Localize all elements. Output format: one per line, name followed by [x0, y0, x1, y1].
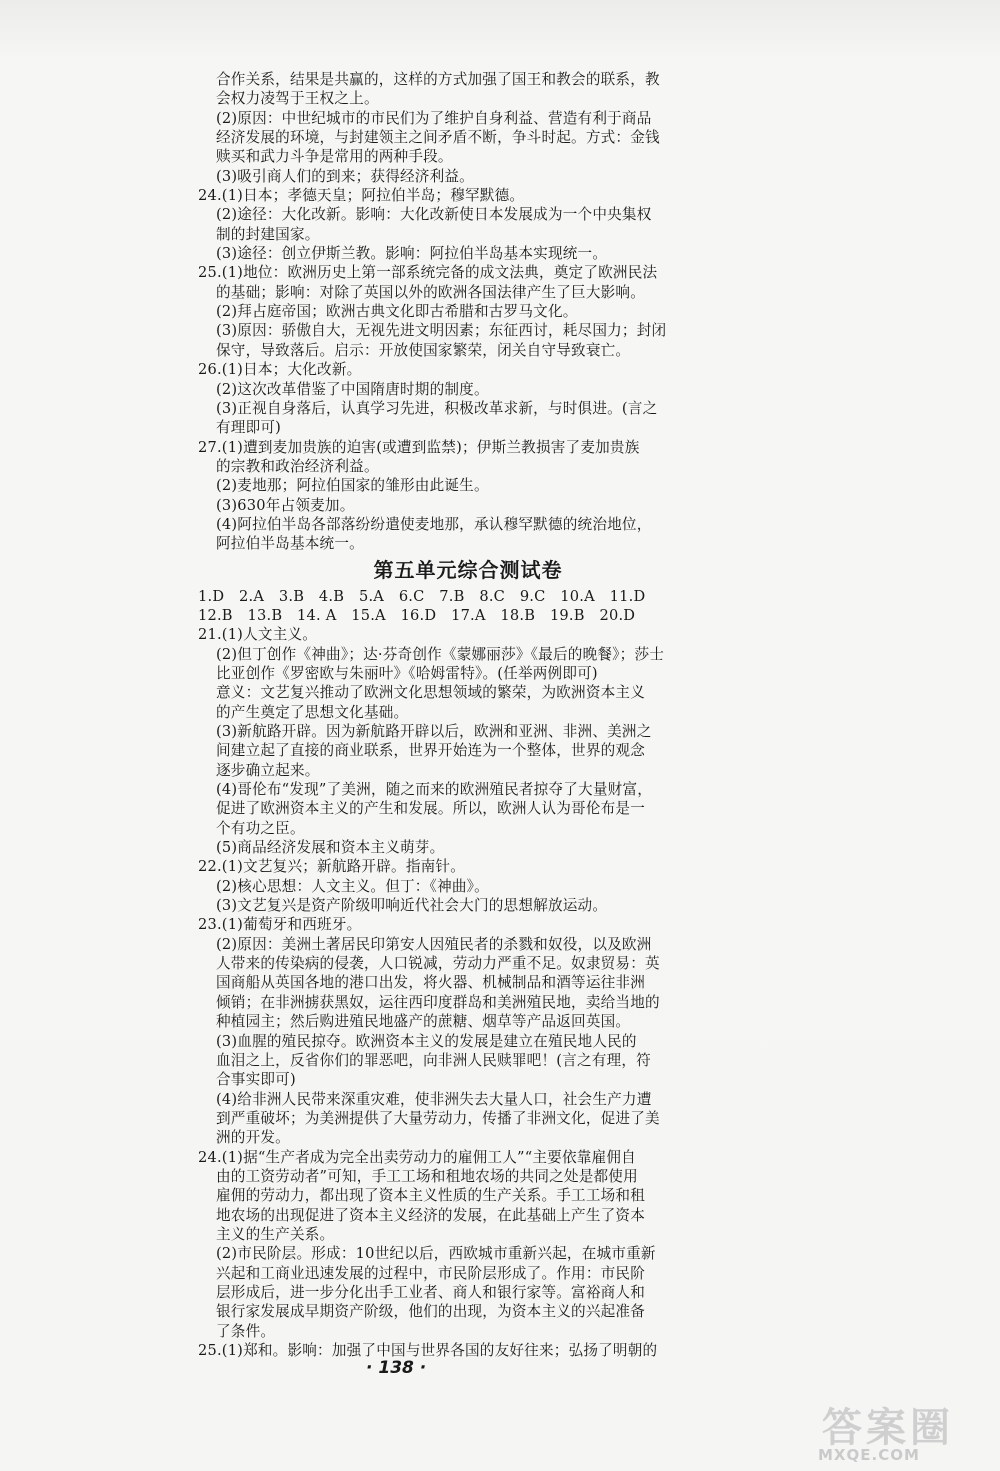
text-line: (3)途径：创立伊斯兰教。影响：阿拉伯半岛基本实现统一。	[216, 245, 608, 263]
text-line: 间建立起了直接的商业联系，世界开始连为一个整体，世界的观念	[216, 742, 646, 760]
text-line: 到严重破坏；为美洲提供了大量劳动力，传播了非洲文化，促进了美	[216, 1109, 660, 1127]
text-line: 有理即可)	[216, 419, 282, 437]
text-line: (3)吸引商人们的到来；获得经济利益。	[216, 167, 474, 185]
text-line: 24.(1)日本；孝德天皇；阿拉伯半岛；穆罕默德。	[198, 187, 525, 205]
text-line: (2)原因：美洲土著居民印第安人因殖民者的杀戮和奴役，以及欧洲	[216, 935, 652, 953]
text-line: (5)商品经济发展和资本主义萌芽。	[216, 839, 445, 857]
text-line: (2)麦地那；阿拉伯国家的雏形由此诞生。	[216, 477, 489, 495]
text-line: 1.D 2.A 3.B 4.B 5.A 6.C 7.B 8.C 9.C 10.A 11.D	[198, 587, 646, 605]
text-line: (4)给非洲人民带来深重灾难，使非洲失去大量人口，社会生产力遭	[216, 1090, 652, 1108]
watermark	[810, 1396, 990, 1466]
text-line: 主义的生产关系。	[216, 1225, 335, 1243]
text-line: 23.(1)葡萄牙和西班牙。	[198, 916, 362, 934]
text-line: 血泪之上，反省你们的罪恶吧，向非洲人民赎罪吧！(言之有理，符	[216, 1051, 651, 1069]
text-line: 保守，导致落后。启示：开放使国家繁荣，闭关自守导致衰亡。	[216, 341, 631, 359]
text-line: 合事实即可)	[216, 1071, 296, 1089]
text-line: (2)但丁创作《神曲》；达·芬奇创作《蒙娜丽莎》《最后的晚餐》；莎士	[216, 645, 665, 663]
text-line: 国商船从英国各地的港口出发，将火器、机械制品和酒等运往非洲	[216, 974, 646, 992]
text-line: 会权力凌驾于王权之上。	[216, 90, 379, 108]
text-line: 促进了欧洲资本主义的产生和发展。所以，欧洲人认为哥伦布是一	[216, 800, 646, 818]
text-line: (3)正视自身落后，认真学习先进，积极改革求新，与时俱进。(言之	[216, 399, 658, 417]
text-line: 25.(1)地位：欧洲历史上第一部系统完备的成文法典，奠定了欧洲民法	[198, 264, 658, 282]
text-line: (2)市民阶层。形成：10世纪以后，西欧城市重新兴起，在城市重新	[216, 1245, 656, 1263]
text-line: (4)哥伦布“发现”了美洲，随之而来的欧洲殖民者掠夺了大量财富，	[216, 781, 653, 799]
text-line: 意义：文艺复兴推动了欧洲文化思想领域的繁荣，为欧洲资本主义	[216, 684, 646, 702]
text-line: (3)原因：骄傲自大，无视先进文明因素；东征西讨，耗尽国力；封闭	[216, 322, 667, 340]
text-line: 个有功之臣。	[216, 819, 305, 837]
text-line: (3)630年占领麦加。	[216, 496, 355, 514]
text-line: 雇佣的劳动力，都出现了资本主义性质的生产关系。手工工场和租	[216, 1187, 646, 1205]
text-line: (3)新航路开辟。因为新航路开辟以后，欧洲和亚洲、非洲、美洲之	[216, 723, 652, 740]
text-line: (2)这次改革借鉴了中国隋唐时期的制度。	[216, 380, 489, 398]
watermark-logo: 答案圈	[822, 1405, 954, 1451]
watermark-domain: MXQE.COM	[818, 1446, 920, 1464]
text-line: 12.B 13.B 14. A 15.A 16.D 17.A 18.B 19.B 20.D	[198, 606, 636, 624]
text-line: (3)血腥的殖民掠夺。欧洲资本主义的发展是建立在殖民地人民的	[216, 1032, 637, 1050]
text-line: 人带来的传染病的侵袭，人口锐减，劳动力严重不足。奴隶贸易：英	[216, 955, 660, 973]
text-line: (3)文艺复兴是资产阶级叩响近代社会大门的思想解放运动。	[216, 897, 608, 915]
text-line: 27.(1)遭到麦加贵族的迫害(或遭到监禁)；伊斯兰教损害了麦加贵族	[198, 438, 640, 456]
page-number: · 138 ·	[366, 1358, 427, 1378]
text-line: 的宗教和政治经济利益。	[216, 457, 379, 475]
text-line: (2)途径：大化改新。影响：大化改新使日本发展成为一个中央集权	[216, 206, 652, 224]
text-line: 由的工资劳动者”可知，手工工场和租地农场的共同之处是都使用	[216, 1167, 638, 1185]
text-line: 的产生奠定了思想文化基础。	[216, 703, 409, 721]
answer-text-body	[198, 70, 738, 1360]
text-line: 21.(1)人文主义。	[198, 626, 318, 644]
text-line: 22.(1)文艺复兴；新航路开辟。指南针。	[198, 858, 465, 876]
text-line: 25.(1)郑和。影响：加强了中国与世界各国的友好往来；弘扬了明朝的	[198, 1342, 658, 1359]
text-line: 倾销；在非洲掳获黑奴，运往西印度群岛和美洲殖民地，卖给当地的	[216, 993, 660, 1011]
text-line: 24.(1)据“生产者成为完全出卖劳动力的雇佣工人”“主要依靠雇佣自	[198, 1148, 636, 1166]
text-line: 种植园主；然后购进殖民地盛产的蔗糖、烟草等产品返回英国。	[216, 1013, 631, 1031]
text-line: 阿拉伯半岛基本统一。	[216, 535, 364, 553]
text-line: 银行家发展成早期资产阶级，他们的出现，为资本主义的兴起准备	[216, 1303, 646, 1321]
text-line: (2)拜占庭帝国；欧洲古典文化即古希腊和古罗马文化。	[216, 303, 578, 321]
text-line: 经济发展的环境，与封建领主之间矛盾不断，争斗时起。方式：金钱	[216, 129, 660, 147]
text-line: 逐步确立起来。	[216, 761, 320, 779]
text-line: 赎买和武力斗争是常用的两种手段。	[216, 148, 453, 166]
text-line: (2)核心思想：人文主义。但丁：《神曲》。	[216, 877, 489, 895]
text-line: 的基础；影响：对除了英国以外的欧洲各国法律产生了巨大影响。	[216, 283, 646, 301]
text-line: 比亚创作《罗密欧与朱丽叶》《哈姆雷特》。(任举两例即可)	[216, 664, 598, 682]
section-title: 第五单元综合测试卷	[373, 557, 563, 582]
text-line: (2)原因：中世纪城市的市民们为了维护自身利益、营造有利于商品	[216, 109, 652, 127]
text-line: 地农场的出现促进了资本主义经济的发展，在此基础上产生了资本	[216, 1206, 646, 1224]
text-line: 了条件。	[216, 1322, 276, 1340]
text-line: 层形成后，进一步分化出手工业者、商人和银行家等。富裕商人和	[216, 1283, 646, 1301]
text-line: 洲的开发。	[216, 1129, 290, 1147]
text-line: (4)阿拉伯半岛各部落纷纷遣使麦地那，承认穆罕默德的统治地位，	[216, 515, 652, 533]
text-line: 制的封建国家。	[216, 225, 320, 243]
text-line: 26.(1)日本；大化改新。	[198, 361, 362, 379]
text-line: 兴起和工商业迅速发展的过程中，市民阶层形成了。作用：市民阶	[216, 1264, 646, 1282]
text-line: 合作关系，结果是共赢的，这样的方式加强了国王和教会的联系，教	[216, 71, 660, 88]
